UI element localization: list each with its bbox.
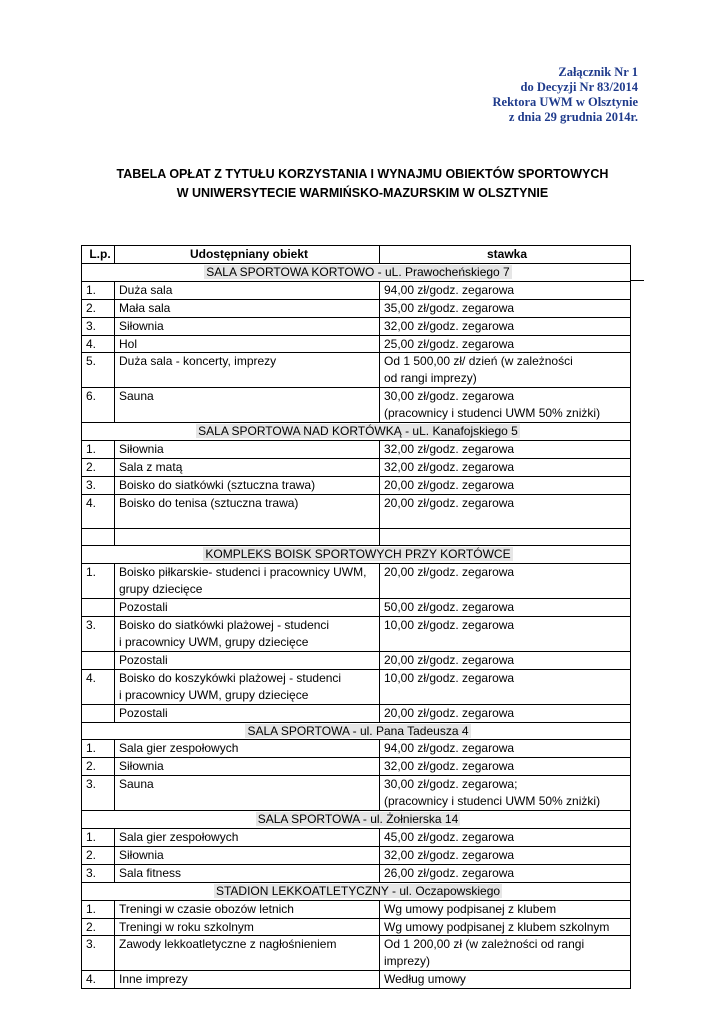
rate-text: 94,00 zł/godz. zegarowa: [384, 741, 515, 756]
object-cell: [115, 564, 380, 599]
rate-cell: [380, 704, 631, 722]
table-row: [82, 299, 631, 317]
row-number: 1.: [82, 740, 115, 758]
row-number: 1.: [82, 440, 115, 458]
rate-cell: [380, 651, 631, 669]
rate-cell: [380, 440, 631, 458]
section-row: [82, 722, 631, 740]
row-number: 4.: [82, 669, 115, 704]
table-row: [82, 936, 631, 971]
object-cell: [115, 494, 380, 529]
table-row: [82, 704, 631, 722]
row-number: 3.: [82, 476, 115, 494]
rate-text: 32,00 zł/godz. zegarowa: [384, 459, 515, 474]
table-row: [82, 440, 631, 458]
rate-cell: [380, 317, 631, 335]
object-cell: [115, 353, 380, 388]
object-cell: [115, 864, 380, 882]
object-text: Siłownia: [119, 441, 164, 456]
table-row: [82, 828, 631, 846]
spacer-cell: [380, 529, 631, 546]
rate-text: 26,00 zł/godz. zegarowa: [384, 865, 515, 880]
object-text: Boisko piłkarskie- studenci i pracownicy UWM,: [119, 565, 367, 580]
object-text: Treningi w czasie obozów letnich: [119, 901, 294, 916]
annex-header: [493, 65, 638, 125]
row-number: 4.: [82, 971, 115, 989]
rate-text: 32,00 zł/godz. zegarowa: [384, 318, 515, 333]
object-cell: [115, 476, 380, 494]
object-text: Siłownia: [119, 847, 164, 862]
table-row: [82, 740, 631, 758]
object-cell: [115, 599, 380, 617]
rate-text: 25,00 zł/godz. zegarowa: [384, 336, 515, 351]
annex-number: Załącznik Nr 1: [558, 65, 638, 79]
section-row: [82, 263, 631, 281]
rate-text: 10,00 zł/godz. zegarowa: [384, 670, 515, 685]
object-cell: [115, 828, 380, 846]
rate-cell: [380, 617, 631, 652]
title-line-1: TABELA OPŁAT Z TYTUŁU KORZYSTANIA I WYNAJMU OBIEKTÓW SPORTOWYCH: [116, 167, 609, 181]
rate-cell: [380, 353, 631, 388]
section-row: [82, 811, 631, 829]
rate-text: 30,00 zł/godz. zegarowa: [384, 389, 515, 404]
rate-text: imprezy): [384, 954, 431, 969]
table-row: [82, 669, 631, 704]
rate-text: 10,00 zł/godz. zegarowa: [384, 618, 515, 633]
object-cell: [115, 900, 380, 918]
object-cell: [115, 846, 380, 864]
rate-text: od rangi imprezy): [384, 371, 477, 386]
rate-text: 20,00 zł/godz. zegarowa: [384, 652, 515, 667]
row-number: 6.: [82, 388, 115, 423]
rate-text: Od 1 500,00 zł/ dzień (w zależności: [384, 354, 573, 369]
row-number: [82, 651, 115, 669]
table-spacer-row: [82, 529, 631, 546]
object-text: Mała sala: [119, 300, 171, 315]
object-cell: [115, 335, 380, 353]
rate-text: 50,00 zł/godz. zegarowa: [384, 600, 515, 615]
row-number: [82, 599, 115, 617]
object-text: Sala z matą: [119, 459, 183, 474]
section-title: SALA SPORTOWA - ul. Pana Tadeusza 4: [247, 723, 469, 738]
object-text: i pracownicy UWM, grupy dziecięce: [119, 635, 309, 650]
rate-text: 20,00 zł/godz. zegarowa: [384, 705, 515, 720]
row-number: 1.: [82, 900, 115, 918]
row-number: 2.: [82, 758, 115, 776]
object-text: Sauna: [119, 777, 154, 792]
row-number: 4.: [82, 494, 115, 529]
row-number: 3.: [82, 936, 115, 971]
object-cell: [115, 281, 380, 299]
rate-cell: [380, 335, 631, 353]
table-row: [82, 353, 631, 388]
object-text: grupy dziecięce: [119, 582, 203, 597]
object-text: Sala gier zespołowych: [119, 829, 239, 844]
object-text: Siłownia: [119, 318, 164, 333]
row-number: 3.: [82, 617, 115, 652]
rate-text: 94,00 zł/godz. zegarowa: [384, 282, 515, 297]
section-title: SALA SPORTOWA - ul. Żołnierska 14: [257, 812, 459, 827]
row-number: 1.: [82, 281, 115, 299]
rate-cell: [380, 388, 631, 423]
rate-cell: [380, 918, 631, 936]
object-cell: [115, 388, 380, 423]
object-cell: [115, 704, 380, 722]
rate-cell: [380, 458, 631, 476]
rate-cell: [380, 900, 631, 918]
rate-cell: [380, 936, 631, 971]
section-title-cell: [82, 882, 631, 900]
rate-text: 20,00 zł/godz. zegarowa: [384, 565, 515, 580]
row-number: [82, 704, 115, 722]
table-row: [82, 564, 631, 599]
section-title-cell: [82, 811, 631, 829]
section-title: SALA SPORTOWA NAD KORTÓWKĄ - uL. Kanafojskiego 5: [198, 424, 518, 439]
table-row: [82, 918, 631, 936]
object-text: Sauna: [119, 389, 154, 404]
object-text: Pozostali: [119, 705, 168, 720]
object-text: Boisko do koszykówki plażowej - studenci: [119, 670, 342, 685]
object-text: Treningi w roku szkolnym: [119, 919, 254, 934]
table-row: [82, 651, 631, 669]
object-cell: [115, 651, 380, 669]
table-row: [82, 846, 631, 864]
row-number: 5.: [82, 353, 115, 388]
title-line-2: W UNIWERSYTECIE WARMIŃSKO-MAZURSKIM W OLSZTYNIE: [176, 186, 549, 200]
row-number: 2.: [82, 458, 115, 476]
object-cell: [115, 317, 380, 335]
object-text: Inne imprezy: [119, 972, 188, 987]
rate-text: 45,00 zł/godz. zegarowa: [384, 829, 515, 844]
rate-cell: [380, 599, 631, 617]
fees-table-body: [82, 263, 631, 988]
header-rate: stawka: [380, 246, 631, 264]
rate-cell: [380, 776, 631, 811]
rate-text: [384, 512, 630, 529]
table-row: [82, 494, 631, 529]
rate-text: Według umowy: [384, 972, 466, 987]
table-row: [82, 335, 631, 353]
rate-text: Od 1 200,00 zł (w zależności od rangi: [384, 937, 585, 952]
table-row: [82, 599, 631, 617]
rate-cell: [380, 971, 631, 989]
object-cell: [115, 440, 380, 458]
row-number: 4.: [82, 335, 115, 353]
object-text: Boisko do tenisa (sztuczna trawa): [119, 495, 299, 510]
table-row: [82, 758, 631, 776]
rate-cell: [380, 494, 631, 529]
object-text: Siłownia: [119, 759, 164, 774]
section-row: [82, 423, 631, 441]
header-object: Udostępniany obiekt: [115, 246, 380, 264]
rate-cell: [380, 864, 631, 882]
rate-cell: [380, 564, 631, 599]
rate-text: (pracownicy i studenci UWM 50% zniżki): [384, 406, 601, 421]
rate-text: Wg umowy podpisanej z klubem szkolnym: [384, 919, 610, 934]
object-text: Boisko do siatkówki plażowej - studenci: [119, 618, 330, 633]
rate-cell: [380, 669, 631, 704]
object-cell: [115, 740, 380, 758]
section-title-cell: [82, 546, 631, 564]
object-cell: [115, 299, 380, 317]
object-cell: [115, 936, 380, 971]
table-row: [82, 617, 631, 652]
object-cell: [115, 971, 380, 989]
row-number: 2.: [82, 918, 115, 936]
table-row: [82, 476, 631, 494]
row-number: 3.: [82, 317, 115, 335]
object-cell: [115, 458, 380, 476]
table-row: [82, 776, 631, 811]
spacer-cell: [115, 529, 380, 546]
table-row: [82, 388, 631, 423]
table-row: [82, 458, 631, 476]
object-cell: [115, 776, 380, 811]
object-text: Hol: [119, 336, 138, 351]
rate-cell: [380, 281, 631, 299]
rate-cell: [380, 740, 631, 758]
row-number: 1.: [82, 828, 115, 846]
spacer-cell: [82, 529, 115, 546]
object-text: Sala fitness: [119, 865, 182, 880]
object-text: Sala gier zespołowych: [119, 741, 239, 756]
table-row: [82, 971, 631, 989]
object-text: Duża sala - koncerty, imprezy: [119, 354, 277, 369]
object-text: i pracownicy UWM, grupy dziecięce: [119, 687, 309, 702]
fees-table: [81, 245, 631, 989]
object-text: Boisko do siatkówki (sztuczna trawa): [119, 477, 316, 492]
object-text: Zawody lekkoatletyczne z nagłośnieniem: [119, 937, 337, 952]
rate-cell: [380, 846, 631, 864]
rate-cell: [380, 476, 631, 494]
rate-text: 20,00 zł/godz. zegarowa: [384, 495, 515, 510]
rate-text: (pracownicy i studenci UWM 50% zniżki): [384, 794, 601, 809]
object-cell: [115, 669, 380, 704]
row-number: 3.: [82, 776, 115, 811]
section-title: STADION LEKKOATLETYCZNY - ul. Oczapowskiego: [215, 883, 501, 898]
section-title-cell: [82, 423, 631, 441]
row-number: 2.: [82, 299, 115, 317]
annex-date: z dnia 29 grudnia 2014r.: [508, 110, 638, 124]
header-lp: L.p.: [82, 246, 115, 264]
rate-text: 32,00 zł/godz. zegarowa: [384, 847, 515, 862]
object-cell: [115, 617, 380, 652]
row-number: 1.: [82, 564, 115, 599]
table-row: [82, 864, 631, 882]
table-row: [82, 281, 631, 299]
section-row: [82, 546, 631, 564]
rate-text: 32,00 zł/godz. zegarowa: [384, 441, 515, 456]
table-row: [82, 900, 631, 918]
rate-cell: [380, 299, 631, 317]
rate-text: 30,00 zł/godz. zegarowa;: [384, 777, 518, 792]
table-row: [82, 317, 631, 335]
rate-cell: [380, 828, 631, 846]
object-cell: [115, 758, 380, 776]
section-title: KOMPLEKS BOISK SPORTOWYCH PRZY KORTÓWCE: [205, 547, 511, 562]
section-title-cell: [82, 263, 631, 281]
annex-decision: do Decyzji Nr 83/2014: [520, 80, 638, 94]
section-title-cell: [82, 722, 631, 740]
object-text: Pozostali: [119, 600, 168, 615]
rate-text: Wg umowy podpisanej z klubem: [384, 901, 557, 916]
object-cell: [115, 918, 380, 936]
row-number: 3.: [82, 864, 115, 882]
rate-text: 35,00 zł/godz. zegarowa: [384, 300, 515, 315]
row-number: 2.: [82, 846, 115, 864]
table-header-row: [82, 246, 631, 264]
rate-text: 20,00 zł/godz. zegarowa: [384, 477, 515, 492]
section-row: [82, 882, 631, 900]
object-text: Duża sala: [119, 282, 173, 297]
rate-text: 32,00 zł/godz. zegarowa: [384, 759, 515, 774]
annex-issuer: Rektora UWM w Olsztynie: [492, 95, 638, 109]
table-edge-line: [630, 280, 644, 281]
document-title: [0, 165, 725, 203]
rate-cell: [380, 758, 631, 776]
object-text: Pozostali: [119, 652, 168, 667]
section-title: SALA SPORTOWA KORTOWO - uL. Prawocheńskiego 7: [206, 264, 510, 279]
